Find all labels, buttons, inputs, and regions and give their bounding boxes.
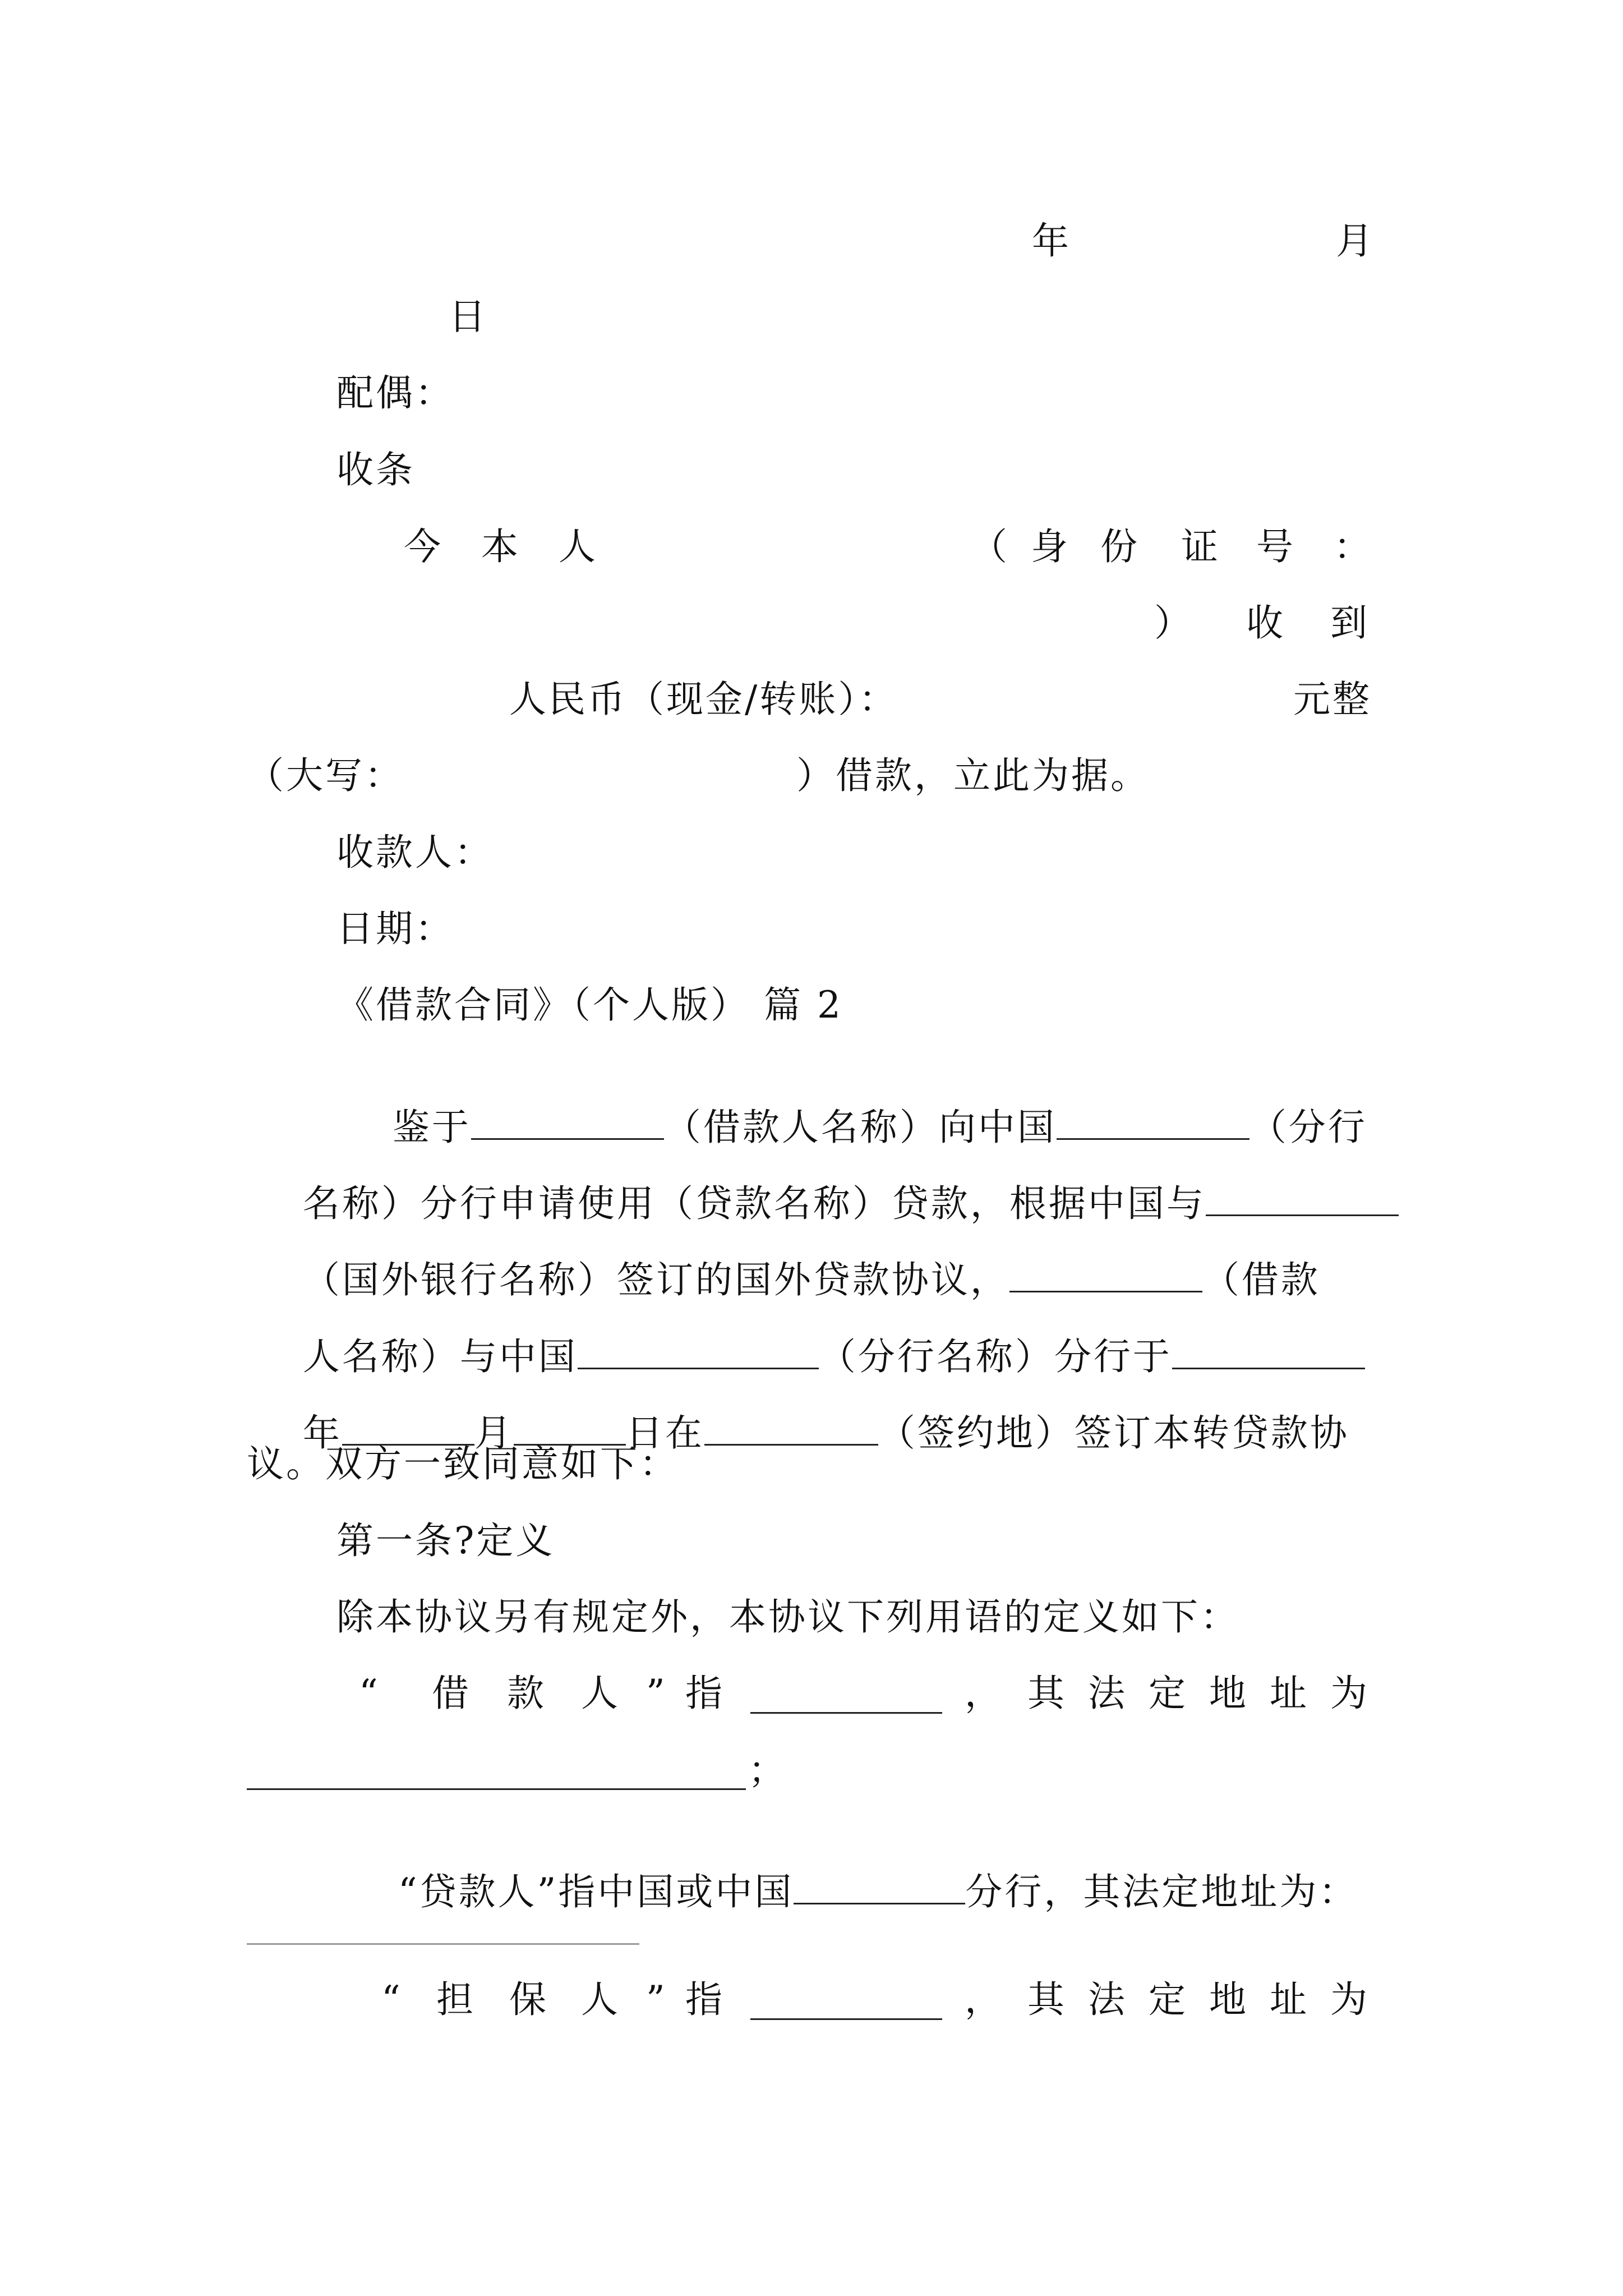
date-label: 日期： [336,907,454,950]
blank-foreign-bank [1206,1181,1399,1216]
blank-lender-address [247,1943,639,1945]
semicolon: ； [748,1749,787,1792]
receipt-word: 人 [559,525,598,568]
article-heading: 第一条?定义 [336,1519,555,1562]
rmb-label: 人民币（现金/转账）： [509,678,898,721]
contract-text-part: 人名称）与中国 [302,1335,578,1378]
contract-text-part: （分行名称）分行于 [818,1335,1172,1378]
definition-word: 定 [1149,1672,1188,1715]
definition-word: 担 [436,1978,476,2021]
contract-text: 议。双方一致同意如下： [247,1442,679,1485]
definition-word: 保 [509,1978,548,2021]
blank-borrower-name [471,1105,664,1140]
contract-text-part: “贷款人”指中国或中国 [398,1870,794,1913]
definition-word: 人 [581,1672,620,1715]
receipt-title: 收条 [336,448,415,491]
receipt-word: ） [1154,601,1193,645]
contract-text [247,1365,1349,1455]
capital-amount-label: （大写： [247,754,404,797]
blank-borrower [750,1712,942,1714]
date-month-label: 月 [1336,219,1375,263]
receipt-word: 收 [1246,601,1285,645]
blank-year [1172,1334,1365,1369]
receipt-word: 本 [481,525,520,568]
definition-word: 法 [1088,1978,1127,2021]
contract-text-part: 日在 [625,1411,704,1455]
contract-text-part: 鉴于 [392,1106,471,1149]
receipt-word: 身 [1031,525,1070,568]
contract-text [247,1136,1399,1225]
contract-text-part: （借款人名称）向中国 [663,1106,1057,1149]
definition-word: 指 [685,1978,725,2021]
definition-word: 址 [1270,1978,1309,2021]
definition-word: 款 [507,1672,546,1715]
blank-month [342,1410,474,1446]
contract-text [336,1060,1367,1149]
contract-text-part: （借款 [1202,1258,1320,1301]
blank-borrower-name [1009,1257,1202,1292]
spouse-label: 配偶： [336,371,454,415]
definition-word: ， [965,1672,1004,1715]
amount-unit: 元整 [1293,678,1372,721]
receipt-word: （ [970,525,1009,568]
definition-word: 其 [1027,1672,1067,1715]
blank-lender-branch [794,1869,965,1904]
definition-word: 地 [1209,1978,1248,2021]
blank-signing-place [704,1410,878,1446]
receipt-word: 号 [1256,525,1295,568]
blank-day [514,1410,626,1446]
receipt-word: 到 [1330,601,1370,645]
blank-branch-name [578,1334,819,1369]
contract-text: 除本协议另有规定外，本协议下列用语的定义如下： [336,1595,1239,1639]
blank-branch-name [1057,1105,1249,1140]
definition-word: 借 [432,1672,471,1715]
receipt-word: 份 [1100,525,1140,568]
definition-word: 定 [1149,1978,1188,2021]
payee-label: 收款人： [336,831,494,874]
quote-mark: ” [646,1978,667,2021]
definition-word: 人 [581,1978,620,2021]
contract-text-part: 名称）分行申请使用（贷款名称）贷款，根据中国与 [302,1182,1206,1225]
definition-word: ， [965,1978,1004,2021]
contract-text [342,1824,1358,1913]
receipt-word: 证 [1181,525,1220,568]
quote-mark: “ [359,1672,380,1715]
section-heading: 《借款合同》（个人版） 篇 2 [336,983,843,1027]
definition-word: 法 [1088,1672,1127,1715]
contract-text-part: （签约地）签订本转贷款协 [878,1411,1349,1455]
contract-text [247,1212,1320,1301]
loan-statement: ）借款，立此为据。 [796,754,1150,797]
quote-mark: ” [646,1672,667,1715]
date-year-label: 年 [1032,219,1071,263]
contract-text [247,1289,1365,1378]
definition-word: 地 [1209,1672,1248,1715]
definition-word: 为 [1330,1672,1370,1715]
blank-borrower-address [247,1788,746,1790]
definition-word: 址 [1270,1672,1309,1715]
definition-word: 指 [685,1672,725,1715]
definition-word: 为 [1330,1978,1370,2021]
definition-word: 其 [1027,1978,1067,2021]
contract-text-part: 分行，其法定地址为： [965,1870,1358,1913]
contract-text-part: 月 [474,1411,514,1455]
contract-text-part: 年 [302,1411,342,1455]
date-day-label: 日 [449,295,488,338]
receipt-word: ： [1334,525,1373,568]
quote-mark: “ [381,1978,403,2021]
receipt-word: 今 [404,525,443,568]
contract-text-part: （分行 [1249,1106,1367,1149]
blank-guarantor [750,2018,942,2020]
contract-text-part: （国外银行名称）签订的国外贷款协议， [302,1258,1009,1301]
